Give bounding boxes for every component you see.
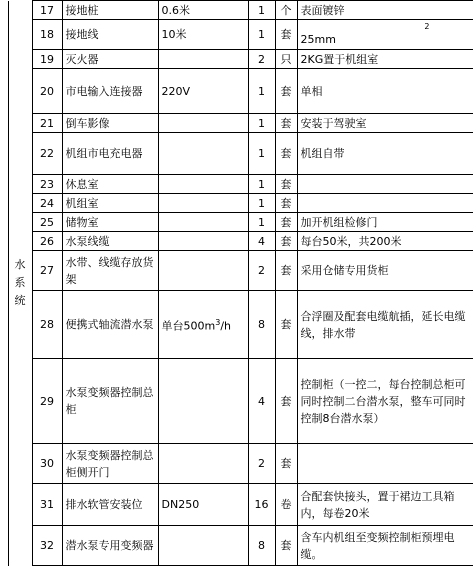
item-unit: 套 <box>275 526 297 566</box>
item-unit: 套 <box>275 232 297 251</box>
group-label: 水系统 <box>14 258 26 307</box>
item-spec: 220V <box>158 69 248 114</box>
row-number: 21 <box>32 114 62 133</box>
table-row <box>0 194 473 213</box>
item-name: 接地线 <box>62 20 158 50</box>
item-unit: 套 <box>275 213 297 232</box>
table-row <box>0 114 473 133</box>
item-note: 安装于驾驶室 <box>297 114 473 133</box>
item-name: 灭火器 <box>62 50 158 69</box>
item-note: 每台50米，共200米 <box>297 232 473 251</box>
row-number: 20 <box>32 69 62 114</box>
row-number: 31 <box>32 484 62 526</box>
item-unit: 套 <box>275 114 297 133</box>
item-name: 潜水泵专用变频器 <box>62 526 158 566</box>
table-row <box>0 1 473 20</box>
item-spec <box>158 232 248 251</box>
spec-superscript: 3 <box>215 318 221 328</box>
item-name: 排水软管安装位 <box>62 484 158 526</box>
item-note: 机组自带 <box>297 133 473 175</box>
item-spec: 0.6米 <box>158 1 248 20</box>
item-spec <box>158 213 248 232</box>
item-unit: 卷 <box>275 484 297 526</box>
table-row <box>0 251 473 291</box>
item-unit: 个 <box>275 1 297 20</box>
row-number: 28 <box>32 291 62 359</box>
item-qty: 1 <box>248 20 275 50</box>
item-note <box>297 444 473 484</box>
table-row <box>0 359 473 444</box>
row-number: 27 <box>32 251 62 291</box>
item-name: 倒车影像 <box>62 114 158 133</box>
spec-tail: /h <box>220 319 231 333</box>
item-unit: 套 <box>275 194 297 213</box>
item-name: 便携式轴流潜水泵 <box>62 291 158 359</box>
item-name: 储物室 <box>62 213 158 232</box>
row-number: 23 <box>32 175 62 194</box>
item-note: 表面镀锌 <box>297 1 473 20</box>
item-qty: 1 <box>248 114 275 133</box>
item-qty: 4 <box>248 232 275 251</box>
item-qty: 8 <box>248 526 275 566</box>
item-unit: 套 <box>275 175 297 194</box>
item-unit: 套 <box>275 444 297 484</box>
item-note: 加开机组检修门 <box>297 213 473 232</box>
left-margin <box>0 1 8 566</box>
item-spec: 10米 <box>158 20 248 50</box>
row-number: 19 <box>32 50 62 69</box>
note-superscript: 2 <box>424 21 430 31</box>
item-qty: 16 <box>248 484 275 526</box>
item-spec <box>158 359 248 444</box>
row-number: 29 <box>32 359 62 444</box>
item-qty: 4 <box>248 359 275 444</box>
item-qty: 1 <box>248 213 275 232</box>
item-qty: 1 <box>248 1 275 20</box>
table-row <box>0 291 473 359</box>
table-row <box>0 484 473 526</box>
item-note: 2KG置于机组室 <box>297 50 473 69</box>
item-name: 休息室 <box>62 175 158 194</box>
item-spec <box>158 526 248 566</box>
spec-value: 单台500m <box>161 319 216 333</box>
item-spec <box>158 291 248 359</box>
table-row <box>0 50 473 69</box>
group-label-cell <box>8 1 32 566</box>
item-note <box>297 20 473 50</box>
item-qty: 1 <box>248 69 275 114</box>
row-number: 30 <box>32 444 62 484</box>
row-number: 18 <box>32 20 62 50</box>
item-spec <box>158 251 248 291</box>
item-note: 合浮圈及配套电缆航插，延长电缆线，排水带 <box>297 291 473 359</box>
item-qty: 1 <box>248 133 275 175</box>
item-note <box>297 175 473 194</box>
item-note <box>297 194 473 213</box>
item-name: 机组室 <box>62 194 158 213</box>
item-note: 含车内机组至变频控制柜预埋电缆。 <box>297 526 473 566</box>
table-row <box>0 232 473 251</box>
item-qty: 1 <box>248 194 275 213</box>
item-spec <box>158 50 248 69</box>
item-qty: 2 <box>248 444 275 484</box>
item-unit: 套 <box>275 20 297 50</box>
item-spec: DN250 <box>158 484 248 526</box>
item-qty: 2 <box>248 251 275 291</box>
item-qty: 8 <box>248 291 275 359</box>
item-spec <box>158 133 248 175</box>
item-note: 单相 <box>297 69 473 114</box>
table-row <box>0 175 473 194</box>
item-name: 水泵线缆 <box>62 232 158 251</box>
item-name: 市电输入连接器 <box>62 69 158 114</box>
row-number: 24 <box>32 194 62 213</box>
table-row <box>0 213 473 232</box>
note-value: 25mm <box>300 32 336 46</box>
row-number: 32 <box>32 526 62 566</box>
item-qty: 1 <box>248 175 275 194</box>
table-row <box>0 526 473 566</box>
item-unit: 套 <box>275 251 297 291</box>
item-unit: 套 <box>275 359 297 444</box>
item-spec <box>158 114 248 133</box>
item-name: 水泵变频器控制总柜侧开门 <box>62 444 158 484</box>
table-row <box>0 133 473 175</box>
row-number: 26 <box>32 232 62 251</box>
item-qty: 2 <box>248 50 275 69</box>
item-name: 接地桩 <box>62 1 158 20</box>
item-unit: 套 <box>275 133 297 175</box>
item-name: 水泵变频器控制总柜 <box>62 359 158 444</box>
item-unit: 套 <box>275 291 297 359</box>
item-spec <box>158 194 248 213</box>
table-row <box>0 69 473 114</box>
item-note: 控制柜（一控二，每台控制总柜可同时控制二台潜水泵，整车可同时控制8台潜水泵） <box>297 359 473 444</box>
row-number: 25 <box>32 213 62 232</box>
row-number: 17 <box>32 1 62 20</box>
item-unit: 只 <box>275 50 297 69</box>
item-name: 水带、线缆存放货架 <box>62 251 158 291</box>
item-spec <box>158 175 248 194</box>
item-name: 机组市电充电器 <box>62 133 158 175</box>
table-row <box>0 444 473 484</box>
item-note: 合配套快接头，置于裙边工具箱内，每卷20米 <box>297 484 473 526</box>
item-note: 采用仓储专用货柜 <box>297 251 473 291</box>
table-row <box>0 20 473 50</box>
item-spec <box>158 444 248 484</box>
item-unit: 套 <box>275 69 297 114</box>
row-number: 22 <box>32 133 62 175</box>
